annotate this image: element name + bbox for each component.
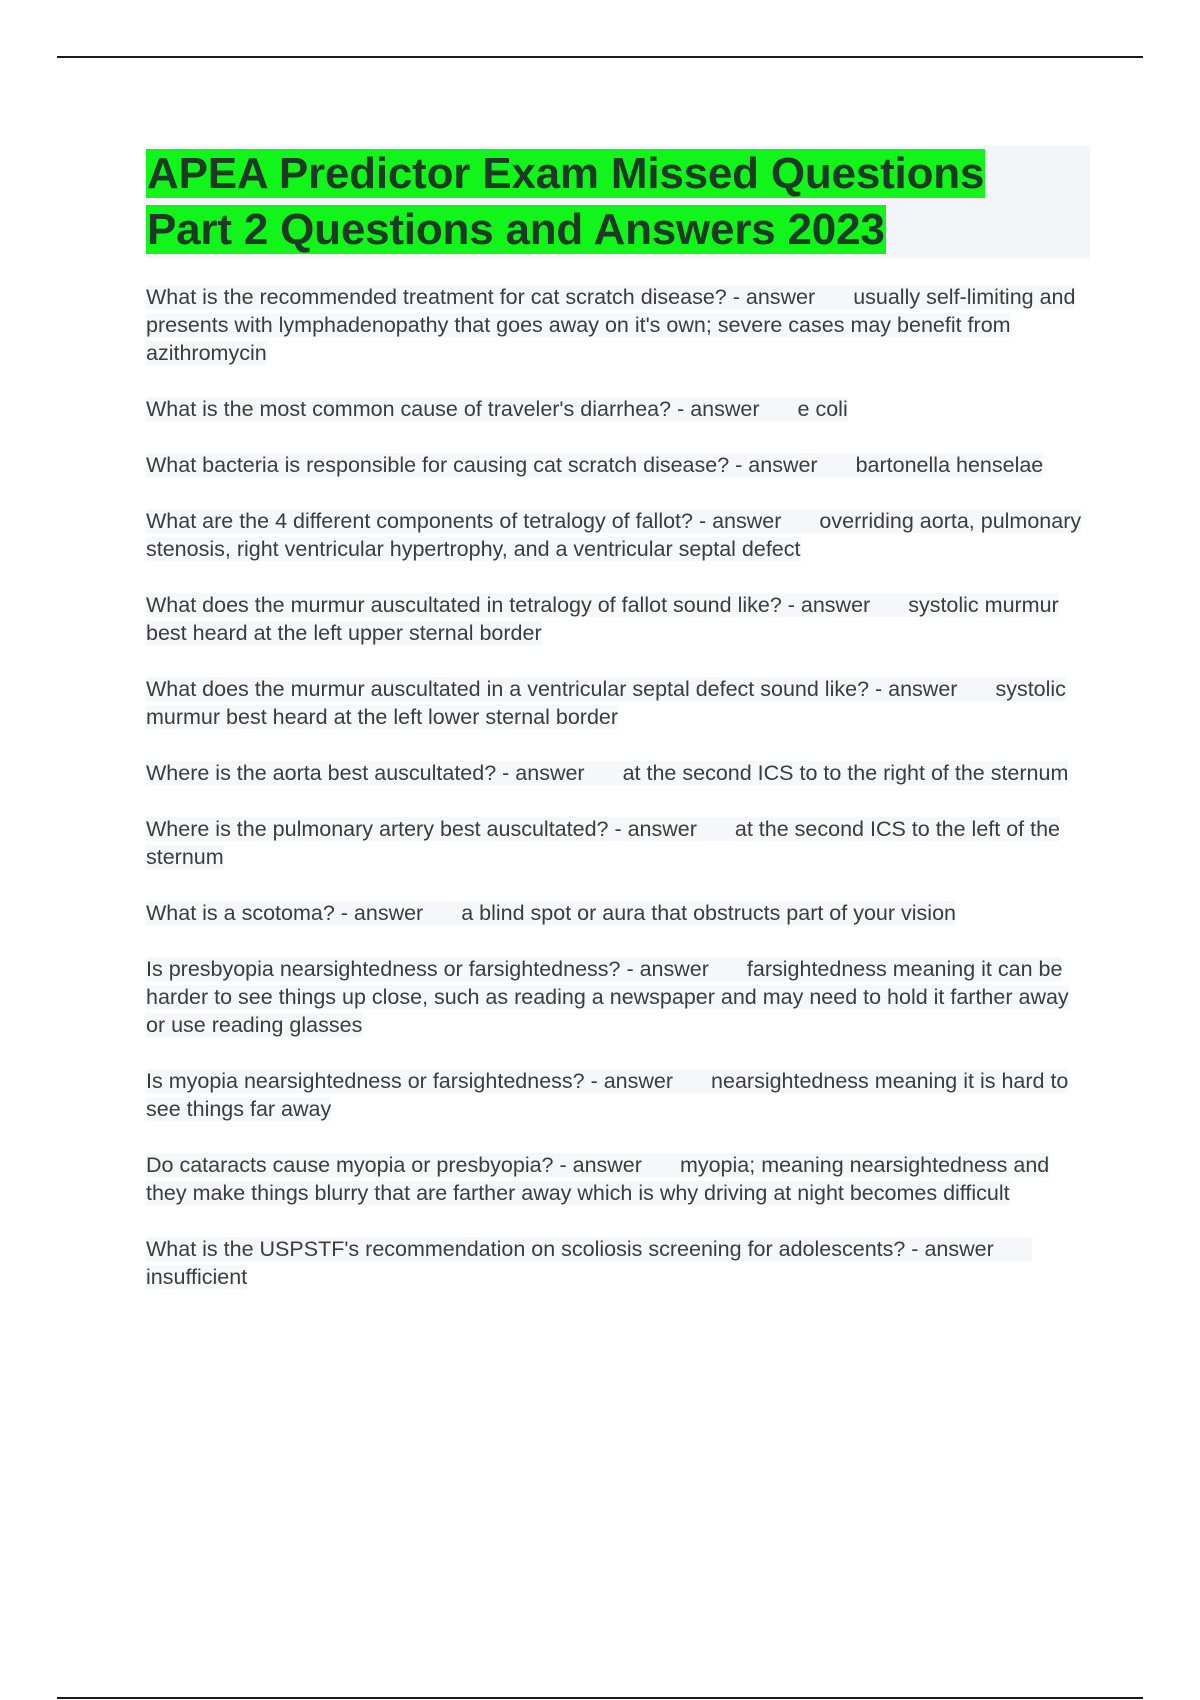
qa-item — [146, 759, 1090, 787]
question-text: What bacteria is responsible for causing cat scratch disease? - answer — [146, 453, 818, 477]
qa-item — [146, 1151, 1090, 1207]
qa-item — [146, 815, 1090, 871]
qa-item — [146, 451, 1090, 479]
answer-text: at the second ICS to to the right of the sternum — [622, 761, 1069, 785]
answer-text: farsightedness meaning it can be harder to see things up close, such as reading a newspaper and may need to hold it farther away or use reading glasses — [146, 957, 1069, 1037]
qa-item — [146, 955, 1090, 1039]
answer-text: overriding aorta, pulmonary stenosis, right ventricular hypertrophy, and a ventricular septal defect — [146, 509, 1082, 561]
qa-item — [146, 1235, 1090, 1291]
question-text: What does the murmur auscultated in tetralogy of fallot sound like? - answer — [146, 593, 871, 617]
qa-list — [146, 283, 1090, 1319]
question-text: What does the murmur auscultated in a ventricular septal defect sound like? - answer — [146, 677, 958, 701]
answer-text: usually self-limiting and presents with lymphadenopathy that goes away on it's own; severe cases may benefit from azithromycin — [146, 285, 1076, 365]
qa-item — [146, 507, 1090, 563]
title-line-1: APEA Predictor Exam Missed Questions — [147, 149, 985, 198]
title-line-2: Part 2 Questions and Answers 2023 — [147, 205, 885, 254]
answer-text: insufficient — [146, 1265, 248, 1289]
question-text: What are the 4 different components of tetralogy of fallot? - answer — [146, 509, 782, 533]
question-text: What is a scotoma? - answer — [146, 901, 424, 925]
page-title — [146, 146, 1090, 258]
qa-item — [146, 395, 1090, 423]
question-text: Where is the pulmonary artery best auscultated? - answer — [146, 817, 697, 841]
answer-text: nearsightedness meaning it is hard to see things far away — [146, 1069, 1069, 1121]
question-text: Is myopia nearsightedness or farsightedness? - answer — [146, 1069, 674, 1093]
title-block — [146, 146, 1090, 258]
top-rule — [57, 56, 1143, 58]
answer-text: myopia; meaning nearsightedness and they make things blurry that are farther away which is why driving at night becomes difficult — [146, 1153, 1050, 1205]
question-text: Where is the aorta best auscultated? - answer — [146, 761, 585, 785]
answer-text: systolic murmur best heard at the left lower sternal border — [146, 677, 1066, 729]
answer-text: at the second ICS to the left of the sternum — [146, 817, 1060, 869]
question-text: Do cataracts cause myopia or presbyopia? - answer — [146, 1153, 642, 1177]
qa-item — [146, 1067, 1090, 1123]
answer-text: a blind spot or aura that obstructs part of your vision — [461, 901, 956, 925]
bottom-rule — [57, 1697, 1143, 1699]
answer-text: systolic murmur best heard at the left upper sternal border — [146, 593, 1059, 645]
qa-item — [146, 591, 1090, 647]
question-text: Is presbyopia nearsightedness or farsightedness? - answer — [146, 957, 709, 981]
question-text: What is the recommended treatment for cat scratch disease? - answer — [146, 285, 816, 309]
qa-item — [146, 283, 1090, 367]
qa-item — [146, 899, 1090, 927]
question-text: What is the USPSTF's recommendation on scoliosis screening for adolescents? - answer — [146, 1237, 994, 1261]
question-text: What is the most common cause of traveler's diarrhea? - answer — [146, 397, 760, 421]
answer-text: bartonella henselae — [855, 453, 1044, 477]
answer-text: e coli — [797, 397, 848, 421]
qa-item — [146, 675, 1090, 731]
